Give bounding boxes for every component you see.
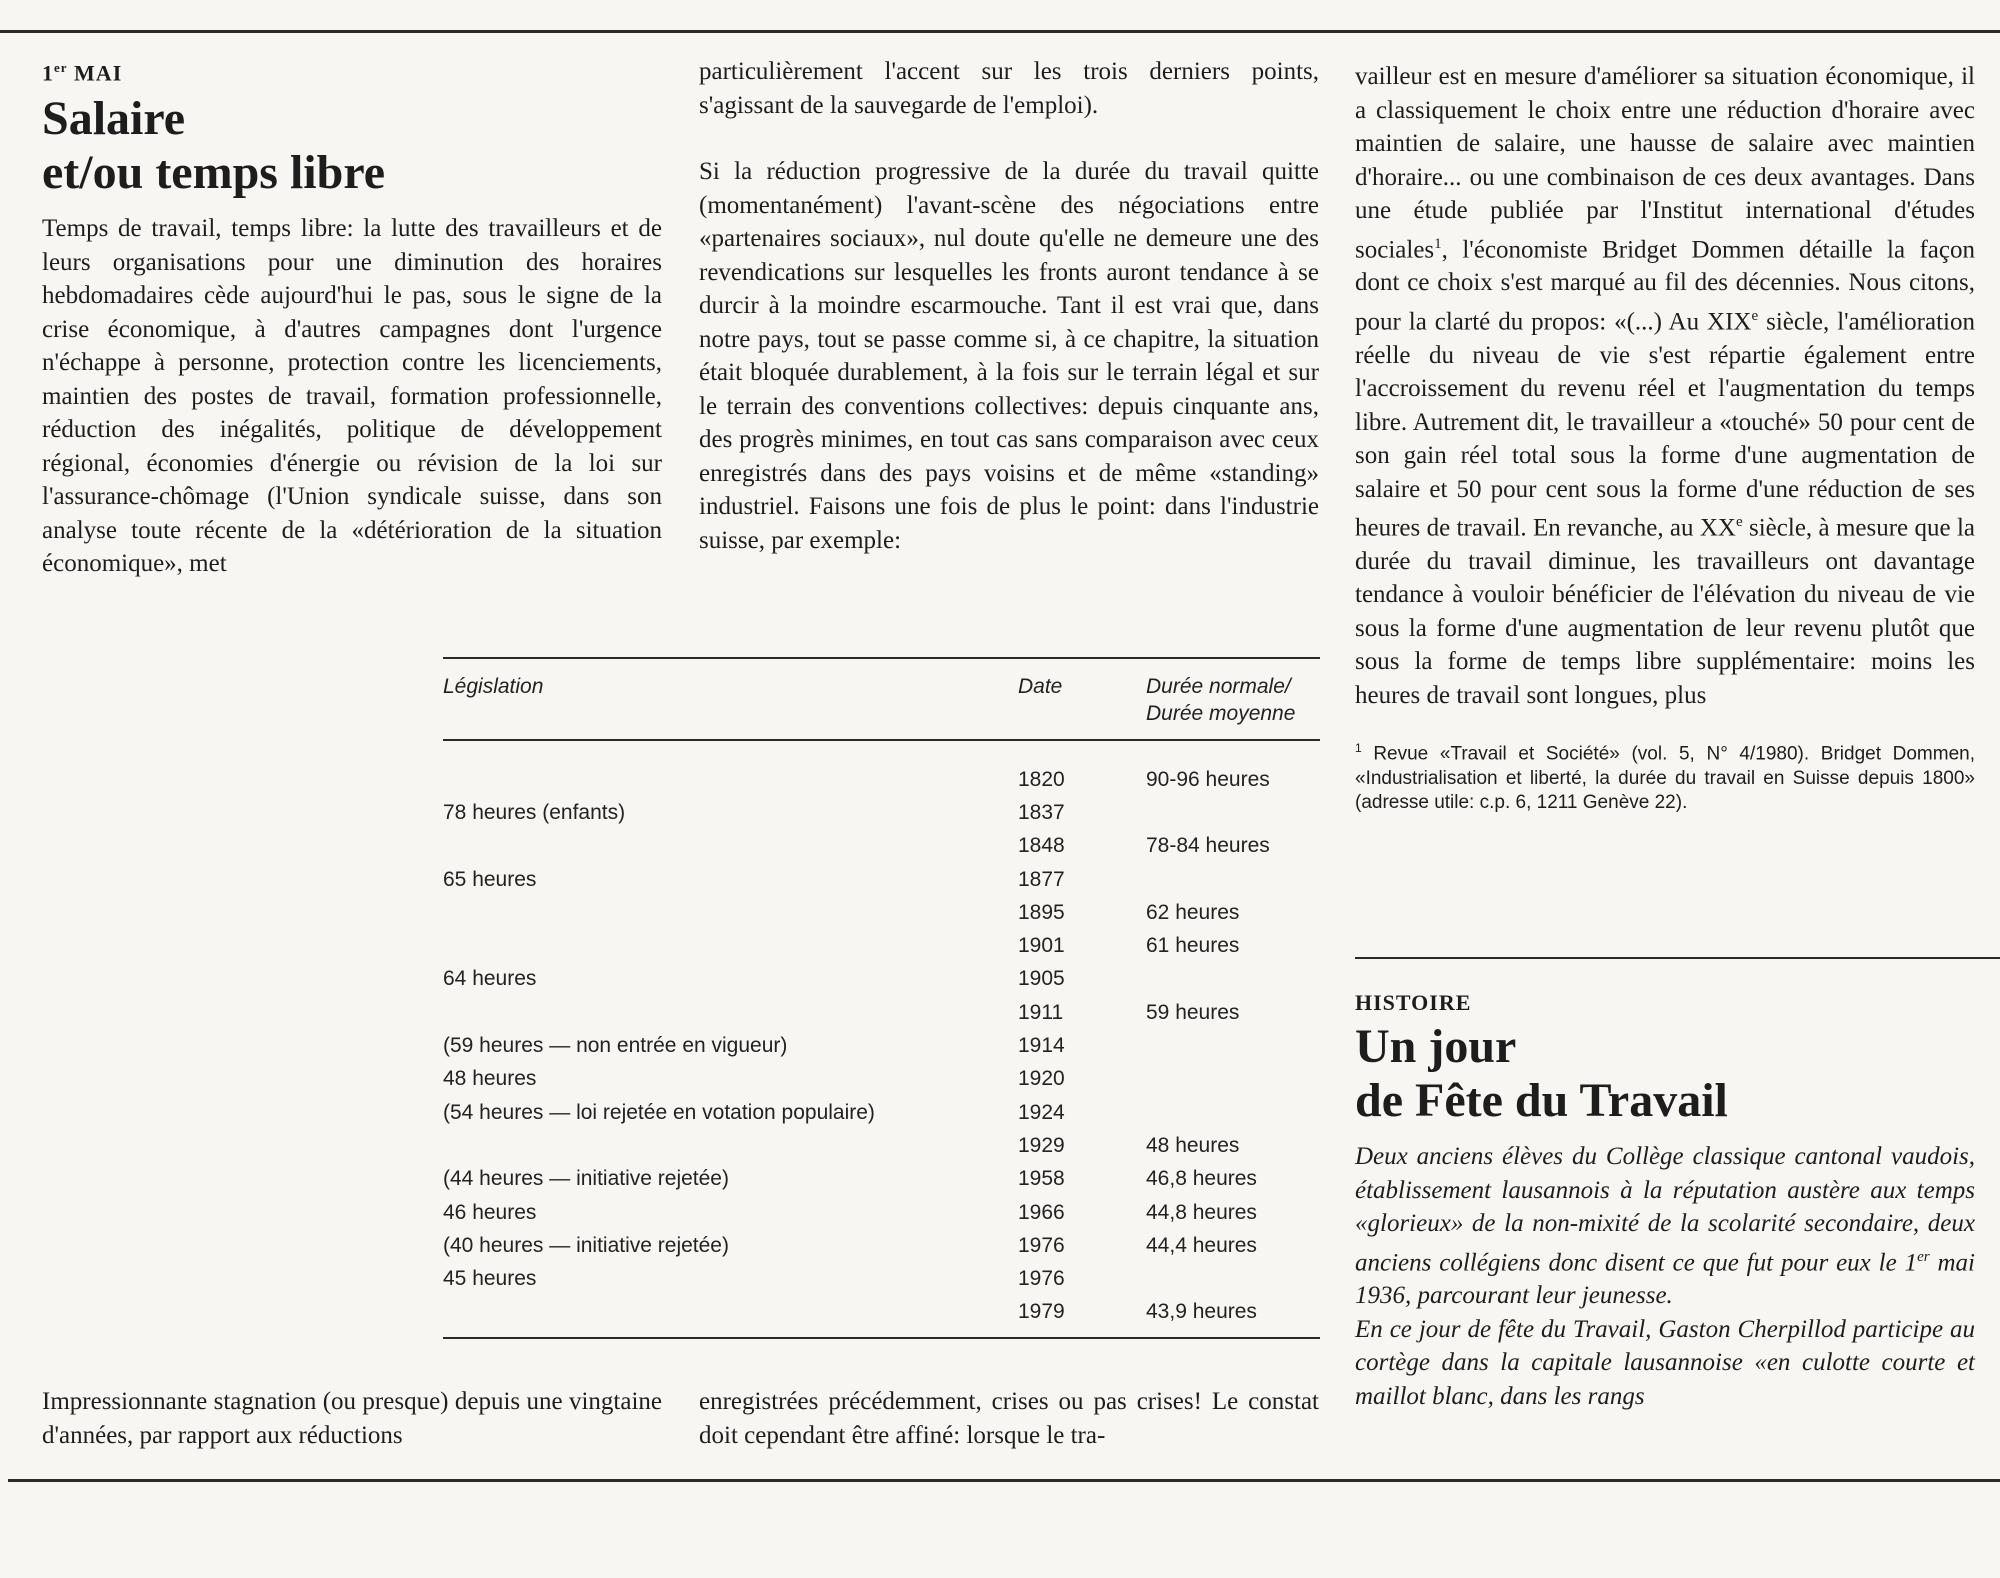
bottom-rule bbox=[8, 1479, 2000, 1482]
table-row bbox=[443, 1296, 1320, 1338]
cell-legislation bbox=[443, 1129, 1018, 1162]
article1-kicker: 1er MAI bbox=[42, 60, 123, 86]
cell-legislation: 78 heures (enfants) bbox=[443, 800, 626, 824]
article2-paragraph: En ce jour de fête du Travail, Gaston Cherpillod participe au cortège dans la capitale lausannoise «en culotte courte et maillot blanc, dans les rangs bbox=[1355, 1315, 1975, 1410]
article1-paragraph: Temps de travail, temps libre: la lutte des travailleurs et de leurs organisations pour une diminution des horaires hebdomadaires cède aujourd'hui le pas, sous le signe de la crise économique, à d'autres campagnes dont l'urgence n'échappe à personne, protection contre les licenciements, maintien des postes de travail, formation professionnelle, réduction des inégalités, politique de développement régional, économies d'énergie ou révision de la loi sur l'assurance-chômage (l'Union syndicale suisse, dans son analyse toute récente de la «détérioration de la situation économique», met bbox=[42, 215, 662, 578]
table-row bbox=[443, 1063, 1320, 1096]
cell-date: 1911 bbox=[1018, 1000, 1064, 1024]
header-date: Date bbox=[1018, 658, 1146, 740]
cell-date: 1820 bbox=[1018, 767, 1065, 791]
article1-title: Salaire et/ou temps libre bbox=[42, 92, 386, 200]
cell-duree: 61 heures bbox=[1146, 934, 1240, 958]
cell-legislation: 46 heures bbox=[443, 1200, 537, 1224]
cell-legislation: (44 heures — initiative rejetée) bbox=[443, 1167, 729, 1191]
cell-date: 1905 bbox=[1018, 967, 1065, 991]
table-row bbox=[443, 1262, 1320, 1295]
table-row bbox=[443, 740, 1320, 796]
cell-legislation bbox=[443, 830, 1018, 863]
table-row bbox=[443, 796, 1320, 829]
cell-date: 1877 bbox=[1018, 867, 1065, 891]
cell-legislation bbox=[443, 896, 1018, 929]
cell-date: 1901 bbox=[1018, 934, 1065, 958]
cell-legislation: 65 heures bbox=[443, 867, 537, 891]
cell-duree bbox=[1146, 1063, 1320, 1096]
table-row bbox=[443, 996, 1320, 1029]
section-divider bbox=[1355, 957, 2000, 959]
header-legislation: Législation bbox=[443, 658, 1018, 740]
cell-date: 1966 bbox=[1018, 1200, 1065, 1224]
top-rule bbox=[0, 30, 2000, 33]
cell-date: 1914 bbox=[1018, 1034, 1065, 1058]
cell-date: 1976 bbox=[1018, 1267, 1065, 1291]
cell-legislation: (40 heures — initiative rejetée) bbox=[443, 1233, 729, 1257]
cell-duree: 78-84 heures bbox=[1146, 834, 1270, 858]
cell-date: 1929 bbox=[1018, 1133, 1065, 1157]
table-row bbox=[443, 929, 1320, 962]
table-row bbox=[443, 963, 1320, 996]
cell-date: 1895 bbox=[1018, 900, 1065, 924]
article1-paragraph: Impressionnante stagnation (ou presque) depuis une vingtaine d'années, par rapport aux réductions bbox=[42, 1388, 662, 1449]
cell-date: 1958 bbox=[1018, 1167, 1065, 1191]
article1-paragraph: Si la réduction progressive de la durée du travail quitte (momentanément) l'avant-scène des négociations entre «partenaires sociaux», nul doute qu'elle ne demeure une des revendications sur lesquelles les fronts auront tendance à se durcir à la moindre escarmouche. Tant il est vrai que, dans notre pays, tout se passe comme si, à ce chapitre, la situation était bloquée durablement, à la fois sur le terrain légal et sur le terrain des conventions collectives: depuis cinquante ans, des progrès minimes, en tout cas sans comparaison avec ceux enregistrés dans des pays voisins et de même «standing» industriel. Faisons une fois de plus le point: dans l'industrie suisse, par exemple: bbox=[699, 158, 1319, 554]
cell-duree: 48 heures bbox=[1146, 1133, 1240, 1157]
cell-legislation bbox=[443, 740, 1018, 796]
article1-column2 bbox=[699, 55, 1319, 557]
article1-bottom-column2 bbox=[699, 1385, 1319, 1452]
cell-legislation: 64 heures bbox=[443, 967, 537, 991]
cell-legislation bbox=[443, 996, 1018, 1029]
article2-kicker: HISTOIRE bbox=[1355, 990, 1472, 1015]
article1-paragraph: vailleur est en mesure d'améliorer sa situation économique, il a classiquement le choix entre une réduction d'horaire avec maintien de salaire, une hausse de salaire avec maintien d'horaire... ou une combinaison de ces deux avantages. Dans une étude publiée par l'Institut international d'études sociales$^1$, l'économiste Bridget Dommen détaille la façon dont ce choix s'est marqué au fil des décennies. Nous citons, pour la clarté du propos: «(...) Au XIXe siècle, l'amélioration réelle du niveau de vie s'est répartie également entre l'accroissement du revenu réel et l'augmentation du temps libre. Autrement dit, le travailleur a «touché» 50 pour cent de son gain réel total sous la forme d'une augmentation de salaire et 50 pour cent sous la forme d'une réduction de ses heures de travail. En revanche, au XXe siècle, à mesure que la durée du travail diminue, les travailleurs ont davantage tendance à vouloir bénéficier de l'élévation du niveau de vie sous la forme d'une augmentation de leur revenu plutôt que sous la forme de temps libre supplémentaire: moins les heures de travail sont longues, plus bbox=[1355, 63, 1975, 709]
article1-paragraph: particulièrement l'accent sur les trois derniers points, s'agissant de la sauvegarde de l'emploi). bbox=[699, 58, 1319, 119]
table-row bbox=[443, 1163, 1320, 1196]
cell-duree bbox=[1146, 1262, 1320, 1295]
cell-duree: 44,8 heures bbox=[1146, 1200, 1257, 1224]
cell-duree bbox=[1146, 963, 1320, 996]
cell-date: 1976 bbox=[1018, 1233, 1065, 1257]
cell-date: 1848 bbox=[1018, 834, 1065, 858]
footnote: $^1$ Revue «Travail et Société» (vol. 5, N° 4/1980). Bridget Dommen, «Industrialisation et liberté, la durée du travail en Suisse depuis 1800» (adresse utile: c.p. 6, 1211 Genève 22). bbox=[1355, 741, 1975, 813]
cell-date: 1979 bbox=[1018, 1300, 1065, 1324]
cell-duree: 44,4 heures bbox=[1146, 1233, 1257, 1257]
cell-date: 1837 bbox=[1018, 800, 1065, 824]
table-row bbox=[443, 896, 1320, 929]
cell-date: 1924 bbox=[1018, 1100, 1065, 1124]
table-row bbox=[443, 1229, 1320, 1262]
table-row bbox=[443, 863, 1320, 896]
table-header-row bbox=[443, 658, 1320, 740]
cell-legislation: (54 heures — loi rejetée en votation populaire) bbox=[443, 1100, 875, 1124]
cell-legislation bbox=[443, 1296, 1018, 1338]
table-row bbox=[443, 1096, 1320, 1129]
article2-title: Un jour de Fête du Travail bbox=[1355, 1020, 1728, 1127]
table-row bbox=[443, 1129, 1320, 1162]
header-duree: Durée normale/ Durée moyenne bbox=[1146, 658, 1320, 740]
cell-duree: 90-96 heures bbox=[1146, 767, 1270, 791]
table-row bbox=[443, 1029, 1320, 1062]
article2 bbox=[1355, 990, 1975, 1413]
table-row bbox=[443, 830, 1320, 863]
cell-duree: 43,9 heures bbox=[1146, 1300, 1257, 1324]
cell-duree bbox=[1146, 1029, 1320, 1062]
article1-column3 bbox=[1355, 60, 1975, 815]
cell-legislation bbox=[443, 929, 1018, 962]
cell-duree bbox=[1146, 1096, 1320, 1129]
article1-paragraph: enregistrées précédemment, crises ou pas crises! Le constat doit cependant être affiné: lorsque le tra- bbox=[699, 1388, 1319, 1449]
cell-legislation: 48 heures bbox=[443, 1067, 537, 1091]
table-row bbox=[443, 1196, 1320, 1229]
article1-column1 bbox=[42, 55, 662, 581]
cell-duree bbox=[1146, 796, 1320, 829]
article2-paragraph: Deux anciens élèves du Collège classique cantonal vaudois, établissement lausannois à la réputation austère aux temps «glorieux» de la non-mixité de la scolarité secondaire, deux anciens collégiens donc disent ce que fut pour eux le 1er mai 1936, parcourant leur jeunesse. bbox=[1355, 1143, 1976, 1310]
cell-legislation: 45 heures bbox=[443, 1267, 537, 1291]
cell-duree bbox=[1146, 863, 1320, 896]
cell-duree: 62 heures bbox=[1146, 900, 1240, 924]
working-hours-table bbox=[443, 657, 1320, 1339]
article1-bottom-column1 bbox=[42, 1385, 662, 1452]
cell-duree: 59 heures bbox=[1146, 1000, 1240, 1024]
cell-duree: 46,8 heures bbox=[1146, 1167, 1257, 1191]
cell-date: 1920 bbox=[1018, 1067, 1065, 1091]
cell-legislation: (59 heures — non entrée en vigueur) bbox=[443, 1034, 788, 1058]
